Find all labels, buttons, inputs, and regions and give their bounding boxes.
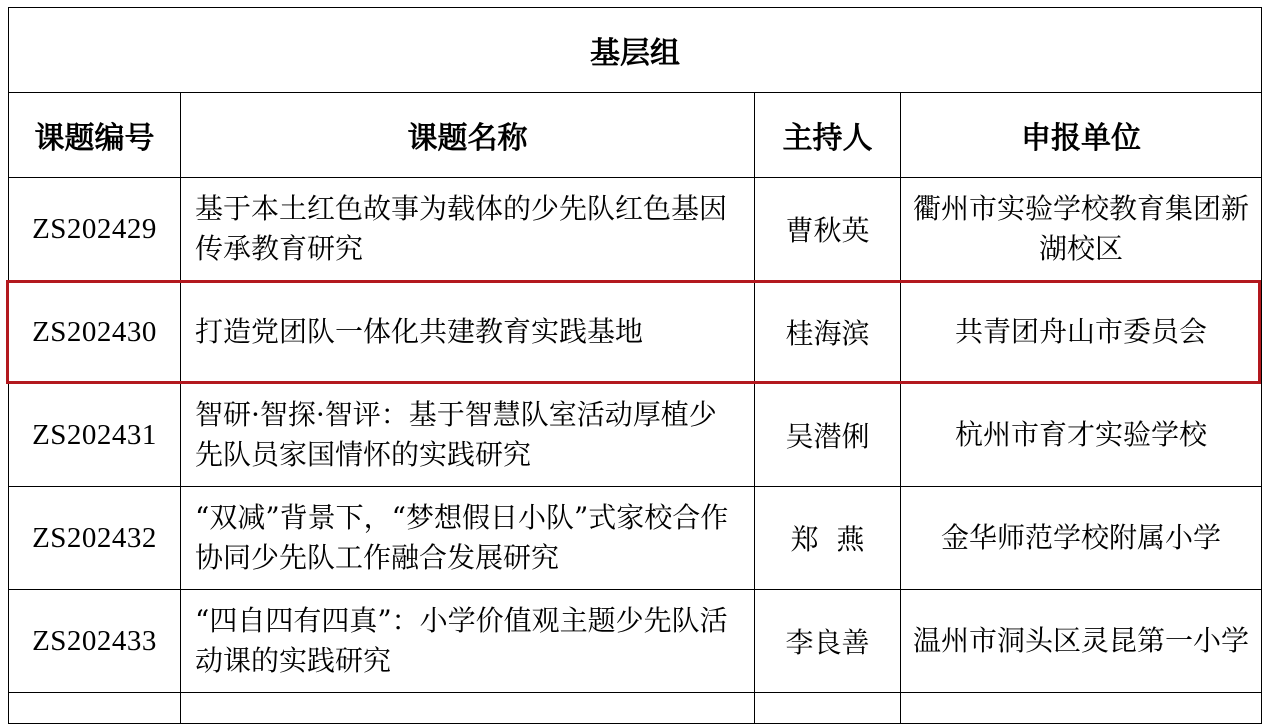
table-row xyxy=(9,487,1262,590)
table-row-cutoff xyxy=(9,693,1262,724)
column-header-host: 主持人 xyxy=(755,93,901,178)
cell-host: 李良善 xyxy=(755,590,901,693)
cell-project-id: ZS202430 xyxy=(9,281,181,384)
cell-empty xyxy=(755,693,901,724)
table-row xyxy=(9,178,1262,281)
cell-empty xyxy=(181,693,755,724)
column-header-id: 课题编号 xyxy=(9,93,181,178)
cell-project-name: “四自四有四真”：小学价值观主题少先队活动课的实践研究 xyxy=(181,590,755,693)
cell-host: 吴潜俐 xyxy=(755,384,901,487)
table-row-highlighted xyxy=(9,281,1262,384)
group-title: 基层组 xyxy=(9,8,1262,93)
group-title-row xyxy=(9,8,1262,93)
cell-project-name: 智研·智探·智评：基于智慧队室活动厚植少先队员家国情怀的实践研究 xyxy=(181,384,755,487)
cell-project-name: 打造党团队一体化共建教育实践基地 xyxy=(181,281,755,384)
project-table xyxy=(8,7,1262,724)
cell-empty xyxy=(901,693,1262,724)
cell-project-id: ZS202429 xyxy=(9,178,181,281)
cell-host: 郑 燕 xyxy=(755,487,901,590)
cell-project-id: ZS202431 xyxy=(9,384,181,487)
cell-project-id: ZS202432 xyxy=(9,487,181,590)
column-header-name: 课题名称 xyxy=(181,93,755,178)
column-header-unit: 申报单位 xyxy=(901,93,1262,178)
cell-host: 曹秋英 xyxy=(755,178,901,281)
table-row xyxy=(9,384,1262,487)
cell-host: 桂海滨 xyxy=(755,281,901,384)
cell-project-id: ZS202433 xyxy=(9,590,181,693)
header-row xyxy=(9,93,1262,178)
cell-project-name: “双减”背景下，“梦想假日小队”式家校合作协同少先队工作融合发展研究 xyxy=(181,487,755,590)
cell-unit: 金华师范学校附属小学 xyxy=(901,487,1262,590)
cell-unit: 共青团舟山市委员会 xyxy=(901,281,1262,384)
cell-unit: 温州市洞头区灵昆第一小学 xyxy=(901,590,1262,693)
table-row xyxy=(9,590,1262,693)
cell-unit: 衢州市实验学校教育集团新湖校区 xyxy=(901,178,1262,281)
cell-empty xyxy=(9,693,181,724)
cell-unit: 杭州市育才实验学校 xyxy=(901,384,1262,487)
cell-project-name: 基于本土红色故事为载体的少先队红色基因传承教育研究 xyxy=(181,178,755,281)
